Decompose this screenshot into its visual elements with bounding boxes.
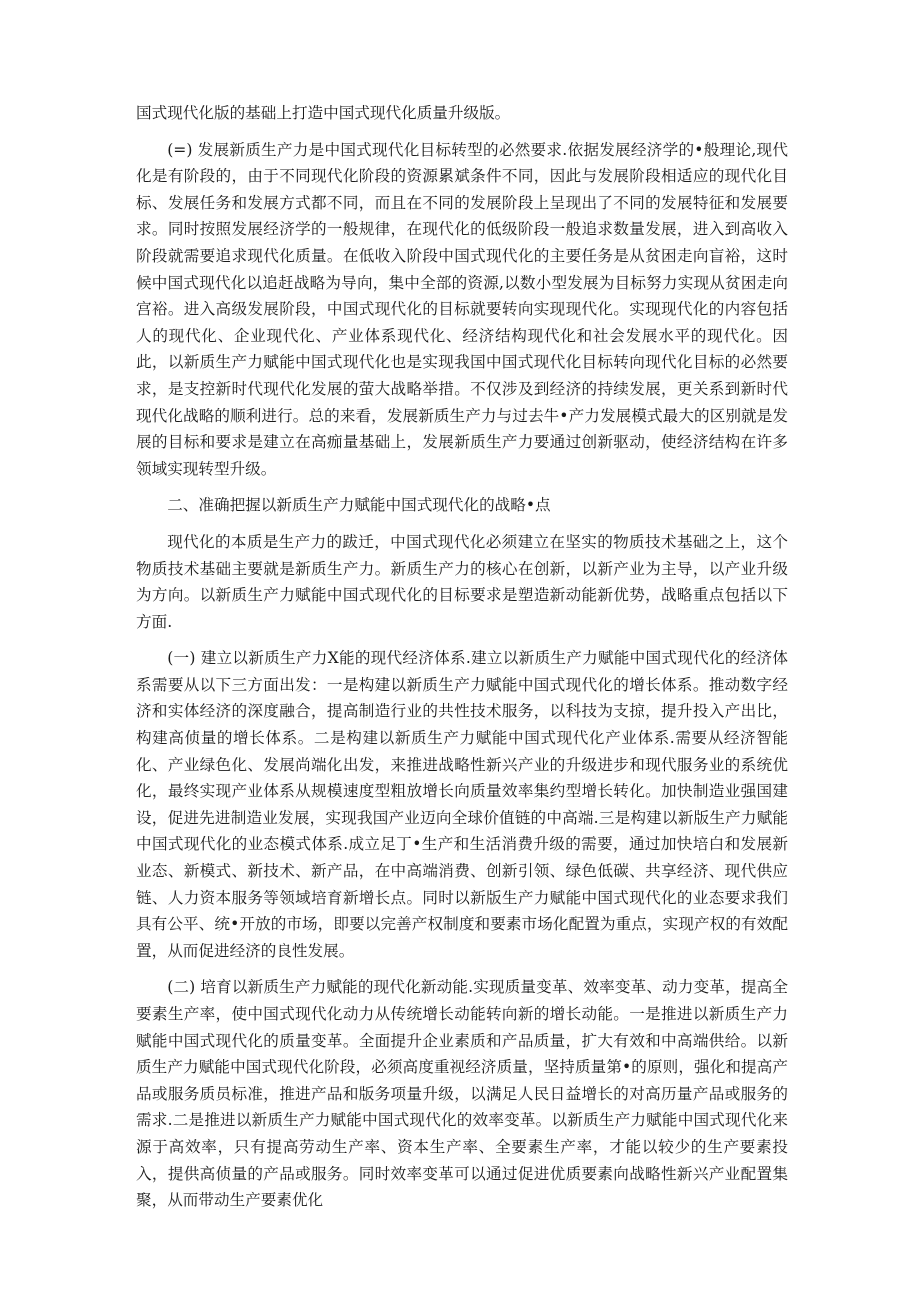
paragraph-section-1-2: (=) 发展新质生产力是中国式现代化目标转型的必然要求.依据发展经济学的•般理论,现代化是有阶段的，由于不同现代化阶段的资源累斌条件不同，因此与发展阶段相适应的现代化目标、发展任务和发展方式都不同，而且在不同的发展阶段上呈现出了不同的发展特征和发展要求。同时按照发展经济学的一般规律，在现代化的低级阶段一般追求数量发展，进入到高收入阶段就需要追求现代化质量。在低收入阶段中国式现代化的主要任务是从贫困走向盲裕，这时候中国式现代化以追赶战略为导向，集中全部的资源,以数小型发展为目标努力实现从贫困走向宫裕。进入高级发展阶段，中国式现代化的目标就要转向实现现代化。实现现代化的内容包括人的现代化、企业现代化、产业体系现代化、经济结构现代化和社会发展水平的现代化。因此，以新质生产力赋能中国式现代化也是实现我国中国式现代化目标转向现代化目标的必然要求，是支控新时代现代化发展的萤大战略举措。不仅涉及到经济的持续发展，更关系到新时代现代化战略的顺利进行。总的来看，发展新质生产力与过去牛•产力发展模式最大的区别就是发展的目标和要求是建立在高痂量基础上，发展新质生产力要通过创新驱动，使经济结构在许多领域实现转型升级。 (136, 140, 788, 478)
paragraph-section-2-1: (一) 建立以新质生产力X能的现代经济体系.建立以新质生产力赋能中国式现代化的经济体系需要从以下三方面出发：一是构建以新质生产力赋能中国式现代化的增长体系。推动数字经济和实体经济的深度融合，提高制造行业的共性技术服务，以科技为支掠，提升投入产出比，构建高侦量的增长体系。二是构建以新质生产力赋能中国式现代化产业体系.需要从经济智能化、产业绿色化、发展尚端化出发，来推进战略性新兴产业的升级进步和现代服务业的系统优化，最终实现产业体系从规模速度型粗放增长向质量效率集约型增长转化。加快制造业强国建设，促进先进制造业发展，实现我国产业迈向全球价值链的中高端.三是构建以新版生产力赋能中国式现代化的业态模式体系.成立足丁•生产和生活消费升级的需要，通过加快培白和发展新业态、新模式、新技术、新产品，在中高端消费、创新引领、绿色低碳、共享经济、现代供应链、人力资本服务等领域培育新增长点。同时以新版生产力赋能中国式现代化的业态要求我们具有公平、统•开放的市场，即要以完善产权制度和要素市场化配置为重点，实现产权的有效配置，从而促进经济的良性发展。 (136, 649, 788, 960)
paragraph-section-2-intro: 现代化的本质是生产力的跋迁，中国式现代化必须建立在坚实的物质技术基础之上，这个物质技术基础主要就是新质生产力。新质生产力的核心在创新，以新产业为主导，以产业升级为方向。以新质生产力赋能中国式现代化的目标要求是塑造新动能新优势，战略重点包括以下方面. (136, 532, 788, 631)
document-body (136, 100, 788, 1224)
paragraph-continuation: 国式现代化版的基础上打造中国式现代化质量升级版。 (136, 104, 511, 122)
paragraph-section-2-2: (二) 培育以新质生产力赋能的现代化新动能.实现质量变革、效率变革、动力变革，提高全要素生产率，使中国式现代化动力从传统增长动能转向新的增长动能。一是推进以新质生产力赋能中国式现代化的质量变革。全面提升企业素质和产品质量，扩大有效和中高端供给。以新质生产力赋能中国式现代化阶段，必须高度重视经济质量，坚持质量第•的原则，强化和提高产品或服务质员标准，推进产品和版务项量升级，以满足人民日益增长的对高历量产品或服务的需求.二是推进以新质生产力赋能中国式现代化的效率变革。以新质生产力赋能中国式现代化来源于高效率，只有提高劳动生产率、资本生产率、全要素生产率，才能以较少的生产要素投入，提供高侦量的产品或服务。同时效率变革可以通过促进优质要素向战略性新兴产业配置集聚，从而带动生产要素优化 (136, 978, 788, 1210)
section-heading-2: 二、准确把握以新质生产力赋能中国式现代化的战略•点 (167, 496, 551, 515)
